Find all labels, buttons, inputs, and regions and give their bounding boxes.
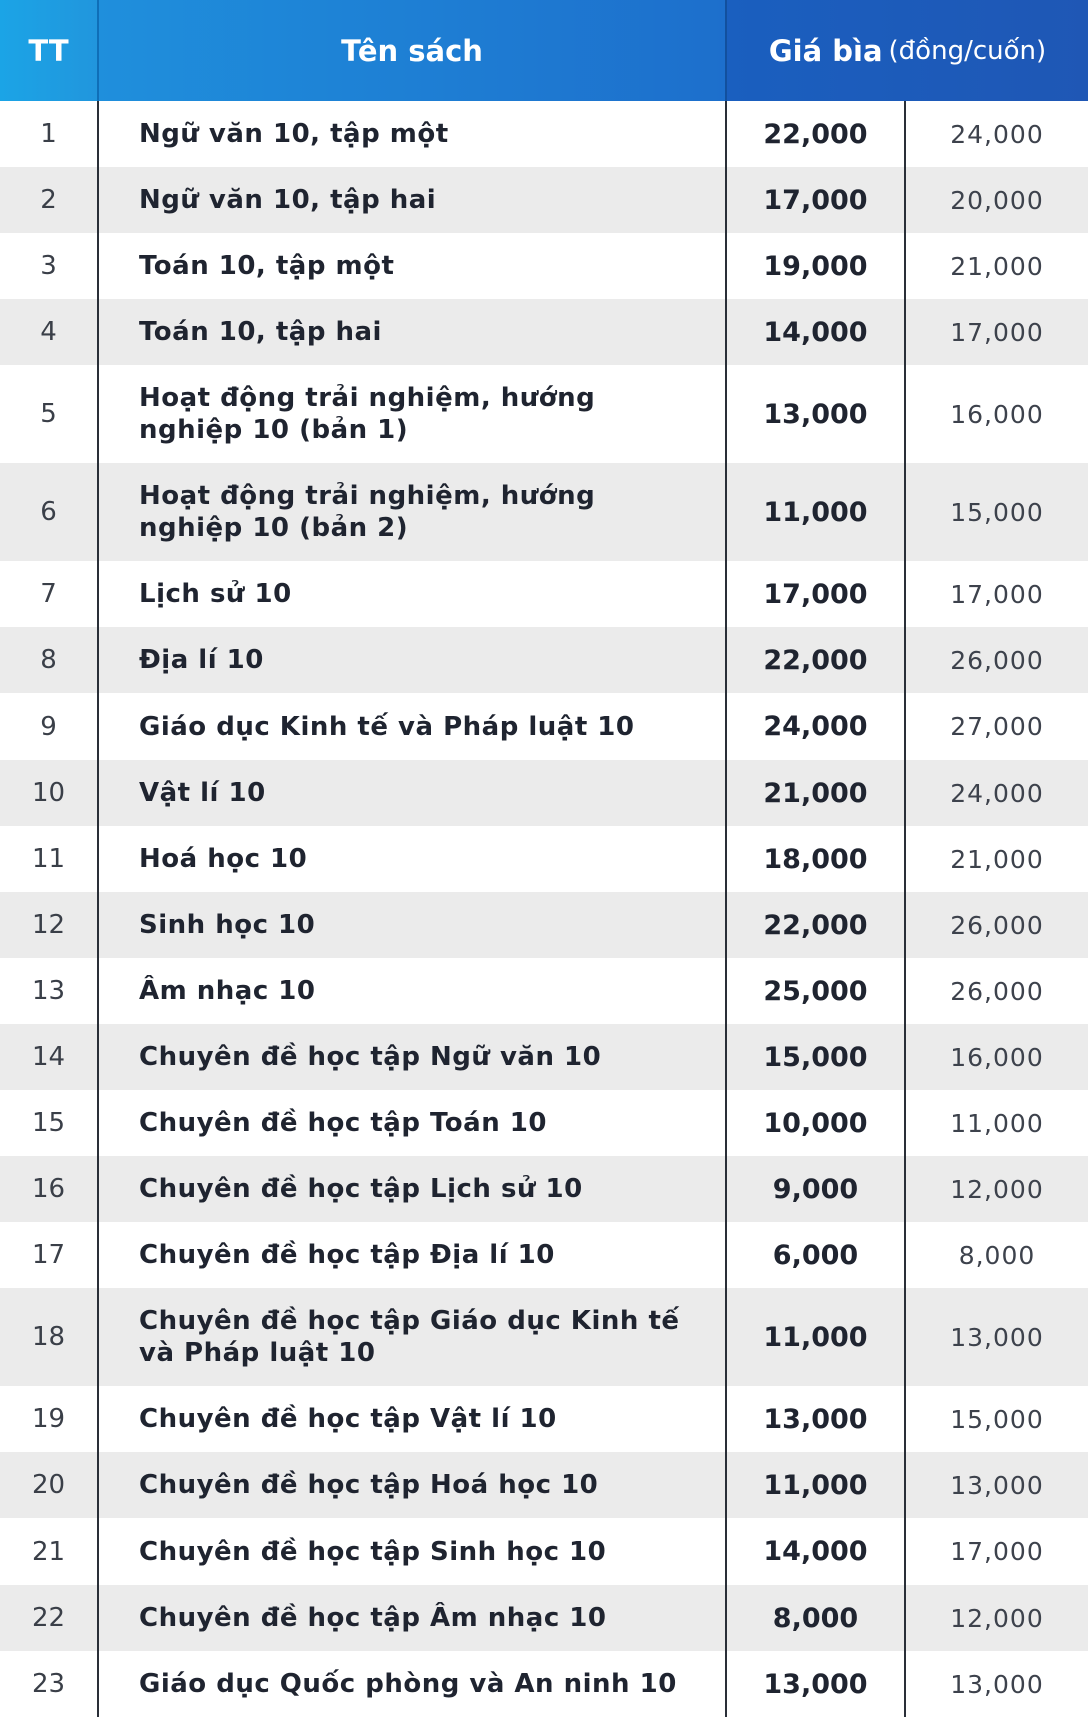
row-number: 23	[0, 1651, 99, 1717]
old-price: 13,000	[906, 1288, 1088, 1386]
cover-price: 19,000	[727, 233, 906, 299]
cover-price: 22,000	[727, 101, 906, 167]
row-number: 6	[0, 463, 99, 561]
book-name: Ngữ văn 10, tập một	[99, 101, 727, 167]
old-price: 27,000	[906, 693, 1088, 760]
row-number: 5	[0, 365, 99, 463]
row-number: 20	[0, 1452, 99, 1518]
old-price: 16,000	[906, 1024, 1088, 1090]
cover-price: 6,000	[727, 1222, 906, 1288]
old-price: 26,000	[906, 892, 1088, 958]
cover-price: 13,000	[727, 1386, 906, 1452]
cover-price: 13,000	[727, 365, 906, 463]
row-number: 18	[0, 1288, 99, 1386]
old-price: 12,000	[906, 1156, 1088, 1222]
cover-price: 11,000	[727, 1452, 906, 1518]
old-price: 24,000	[906, 101, 1088, 167]
column-header-name: Tên sách	[99, 0, 727, 101]
old-price: 12,000	[906, 1585, 1088, 1651]
cover-price: 14,000	[727, 1518, 906, 1585]
book-name: Chuyên đề học tập Toán 10	[99, 1090, 727, 1156]
row-number: 12	[0, 892, 99, 958]
row-number: 11	[0, 826, 99, 892]
cover-price: 17,000	[727, 167, 906, 233]
cover-price: 21,000	[727, 760, 906, 826]
old-price: 20,000	[906, 167, 1088, 233]
column-header-price-label: Giá bìa	[768, 33, 883, 68]
cover-price: 17,000	[727, 561, 906, 627]
cover-price: 22,000	[727, 627, 906, 693]
book-name: Vật lí 10	[99, 760, 727, 826]
cover-price: 11,000	[727, 463, 906, 561]
old-price: 15,000	[906, 463, 1088, 561]
old-price: 24,000	[906, 760, 1088, 826]
row-number: 14	[0, 1024, 99, 1090]
row-number: 15	[0, 1090, 99, 1156]
cover-price: 14,000	[727, 299, 906, 365]
book-name: Giáo dục Kinh tế và Pháp luật 10	[99, 693, 727, 760]
book-name: Chuyên đề học tập Hoá học 10	[99, 1452, 727, 1518]
row-number: 3	[0, 233, 99, 299]
book-name: Sinh học 10	[99, 892, 727, 958]
book-name: Toán 10, tập hai	[99, 299, 727, 365]
book-name: Chuyên đề học tập Vật lí 10	[99, 1386, 727, 1452]
column-header-tt: TT	[0, 0, 99, 101]
old-price: 21,000	[906, 826, 1088, 892]
cover-price: 22,000	[727, 892, 906, 958]
cover-price: 25,000	[727, 958, 906, 1024]
book-name: Toán 10, tập một	[99, 233, 727, 299]
book-name: Chuyên đề học tập Sinh học 10	[99, 1518, 727, 1585]
row-number: 22	[0, 1585, 99, 1651]
cover-price: 8,000	[727, 1585, 906, 1651]
row-number: 16	[0, 1156, 99, 1222]
cover-price: 15,000	[727, 1024, 906, 1090]
row-number: 4	[0, 299, 99, 365]
cover-price: 9,000	[727, 1156, 906, 1222]
cover-price: 13,000	[727, 1651, 906, 1717]
row-number: 7	[0, 561, 99, 627]
book-name: Địa lí 10	[99, 627, 727, 693]
old-price: 15,000	[906, 1386, 1088, 1452]
book-name: Chuyên đề học tập Lịch sử 10	[99, 1156, 727, 1222]
old-price: 17,000	[906, 1518, 1088, 1585]
book-name: Chuyên đề học tập Âm nhạc 10	[99, 1585, 727, 1651]
old-price: 16,000	[906, 365, 1088, 463]
book-name: Âm nhạc 10	[99, 958, 727, 1024]
old-price: 8,000	[906, 1222, 1088, 1288]
book-name: Hoá học 10	[99, 826, 727, 892]
book-name: Hoạt động trải nghiệm, hướng nghiệp 10 (bản 1)	[99, 365, 727, 463]
cover-price: 10,000	[727, 1090, 906, 1156]
old-price: 17,000	[906, 561, 1088, 627]
old-price: 21,000	[906, 233, 1088, 299]
old-price: 26,000	[906, 627, 1088, 693]
book-name: Hoạt động trải nghiệm, hướng nghiệp 10 (bản 2)	[99, 463, 727, 561]
old-price: 26,000	[906, 958, 1088, 1024]
old-price: 17,000	[906, 299, 1088, 365]
row-number: 19	[0, 1386, 99, 1452]
old-price: 11,000	[906, 1090, 1088, 1156]
book-name: Chuyên đề học tập Địa lí 10	[99, 1222, 727, 1288]
row-number: 13	[0, 958, 99, 1024]
book-name: Lịch sử 10	[99, 561, 727, 627]
old-price: 13,000	[906, 1452, 1088, 1518]
row-number: 9	[0, 693, 99, 760]
cover-price: 11,000	[727, 1288, 906, 1386]
column-header-price-unit: (đồng/cuốn)	[888, 35, 1047, 66]
column-header-price	[727, 0, 1088, 101]
row-number: 17	[0, 1222, 99, 1288]
book-name: Giáo dục Quốc phòng và An ninh 10	[99, 1651, 727, 1717]
row-number: 1	[0, 101, 99, 167]
row-number: 2	[0, 167, 99, 233]
book-name: Chuyên đề học tập Ngữ văn 10	[99, 1024, 727, 1090]
row-number: 21	[0, 1518, 99, 1585]
row-number: 8	[0, 627, 99, 693]
cover-price: 18,000	[727, 826, 906, 892]
old-price: 13,000	[906, 1651, 1088, 1717]
row-number: 10	[0, 760, 99, 826]
book-name: Chuyên đề học tập Giáo dục Kinh tế và Pháp luật 10	[99, 1288, 727, 1386]
book-name: Ngữ văn 10, tập hai	[99, 167, 727, 233]
cover-price: 24,000	[727, 693, 906, 760]
